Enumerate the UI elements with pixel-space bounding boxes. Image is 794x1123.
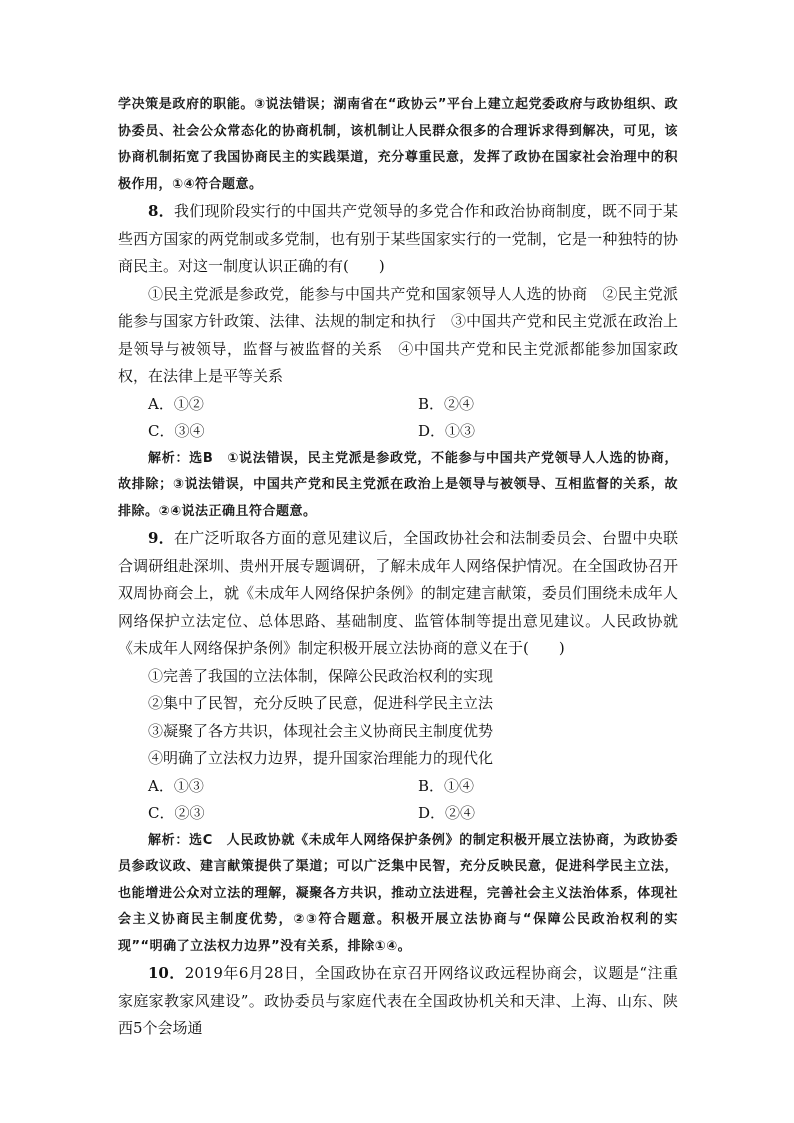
question-9-options-row-2 xyxy=(118,800,678,828)
option-d: D．②④ xyxy=(418,804,476,822)
question-8-explanation: 解析：选B ①说法错误，民主党派是参政党，不能参与中国共产党领导人人选的协商，故排除；③说法错误，中国共产党和民主党派在政治上是领导与被领导、互相监督的关系，故排除。②④说法正确且符合题意。 xyxy=(118,450,678,519)
option-c: C．②③ xyxy=(148,804,205,822)
document-page xyxy=(118,92,678,1043)
question-8-options-row-1 xyxy=(118,391,678,419)
question-8-stem xyxy=(118,198,678,281)
question-9-number: 9． xyxy=(148,529,174,547)
question-8-text: 我们现阶段实行的中国共产党领导的多党合作和政治协商制度，既不同于某些西方国家的两党制或多党制，也有别于某些国家实行的一党制，它是一种独特的协商民主。对这一制度认识正确的有( ) xyxy=(118,202,678,275)
question-8-options-row-2 xyxy=(118,418,678,446)
question-8 xyxy=(118,198,678,525)
statement-2: ②集中了民智，充分反映了民意，促进科学民主立法 xyxy=(148,694,494,712)
option-d: D．①③ xyxy=(418,422,476,440)
question-9-text: 在广泛听取各方面的意见建议后，全国政协社会和法制委员会、台盟中央联合调研组赴深圳、贵州开展专题调研，了解未成年人网络保护情况。在全国政协召开双周协商会上，就《未成年人网络保护条例》的制定建言献策，委员们围绕未成年人网络保护立法定位、总体思路、基础制度、监管体制等提出意见建议。人民政协就《未成年人网络保护条例》制定积极开展立法协商的意义在于( ) xyxy=(118,529,678,657)
question-9 xyxy=(118,525,678,960)
option-a: A．①② xyxy=(148,394,204,413)
question-9-explanation: 解析：选C 人民政协就《未成年人网络保护条例》的制定积极开展立法协商，为政协委员参政议政、建言献策提供了渠道；可以广泛集中民智，充分反映民意，促进科学民主立法，也能增进公众对立法的理解，凝聚各方共识，推动立法进程，完善社会主义法治体系，体现社会主义协商民主制度优势，②③符合题意。积极开展立法协商与“保障公民政治权利的实现”“明确了立法权力边界”没有关系，排除①④。 xyxy=(118,832,678,954)
question-8-number: 8． xyxy=(148,202,174,220)
explanation-7-tail: 学决策是政府的职能。③说法错误；湖南省在“政协云”平台上建立起党委政府与政协组织、政协委员、社会公众常态化的协商机制，该机制让人民群众很多的合理诉求得到解决，可见，该协商机制拓宽了我国协商民主的实践渠道，充分尊重民意，发挥了政协在国家社会治理中的积极作用，①④符合题意。 xyxy=(118,97,678,192)
option-b: B．②④ xyxy=(418,394,475,413)
question-10-number: 10． xyxy=(148,964,185,982)
option-a: A．①③ xyxy=(148,776,204,795)
question-10 xyxy=(118,960,678,1043)
statement-4: ④明确了立法权力边界，提升国家治理能力的现代化 xyxy=(148,749,494,767)
question-10-text: 2019年6月28日，全国政协在京召开网络议政远程协商会，议题是“注重家庭家教家风建设”。政协委员与家庭代表在全国政协机关和天津、上海、山东、陕西5个会场通 xyxy=(118,964,678,1037)
question-8-statements: ①民主党派是参政党，能参与中国共产党和国家领导人人选的协商 ②民主党派能参与国家方针政策、法律、法规的制定和执行 ③中国共产党和民主党派在政治上是领导与被领导，监督与被监督的关系 ④中国共产党和民主党派都能参加国家政权，在法律上是平等关系 xyxy=(118,284,678,385)
question-9-stem xyxy=(118,525,678,663)
question-9-options-row-1 xyxy=(118,773,678,801)
statement-3: ③凝聚了各方共识，体现社会主义协商民主制度优势 xyxy=(148,721,494,740)
option-c: C．③④ xyxy=(148,422,205,440)
option-b: B．①④ xyxy=(418,776,475,795)
statement-1: ①完善了我国的立法体制，保障公民政治权利的实现 xyxy=(148,666,494,685)
question-10-stem xyxy=(118,960,678,1043)
